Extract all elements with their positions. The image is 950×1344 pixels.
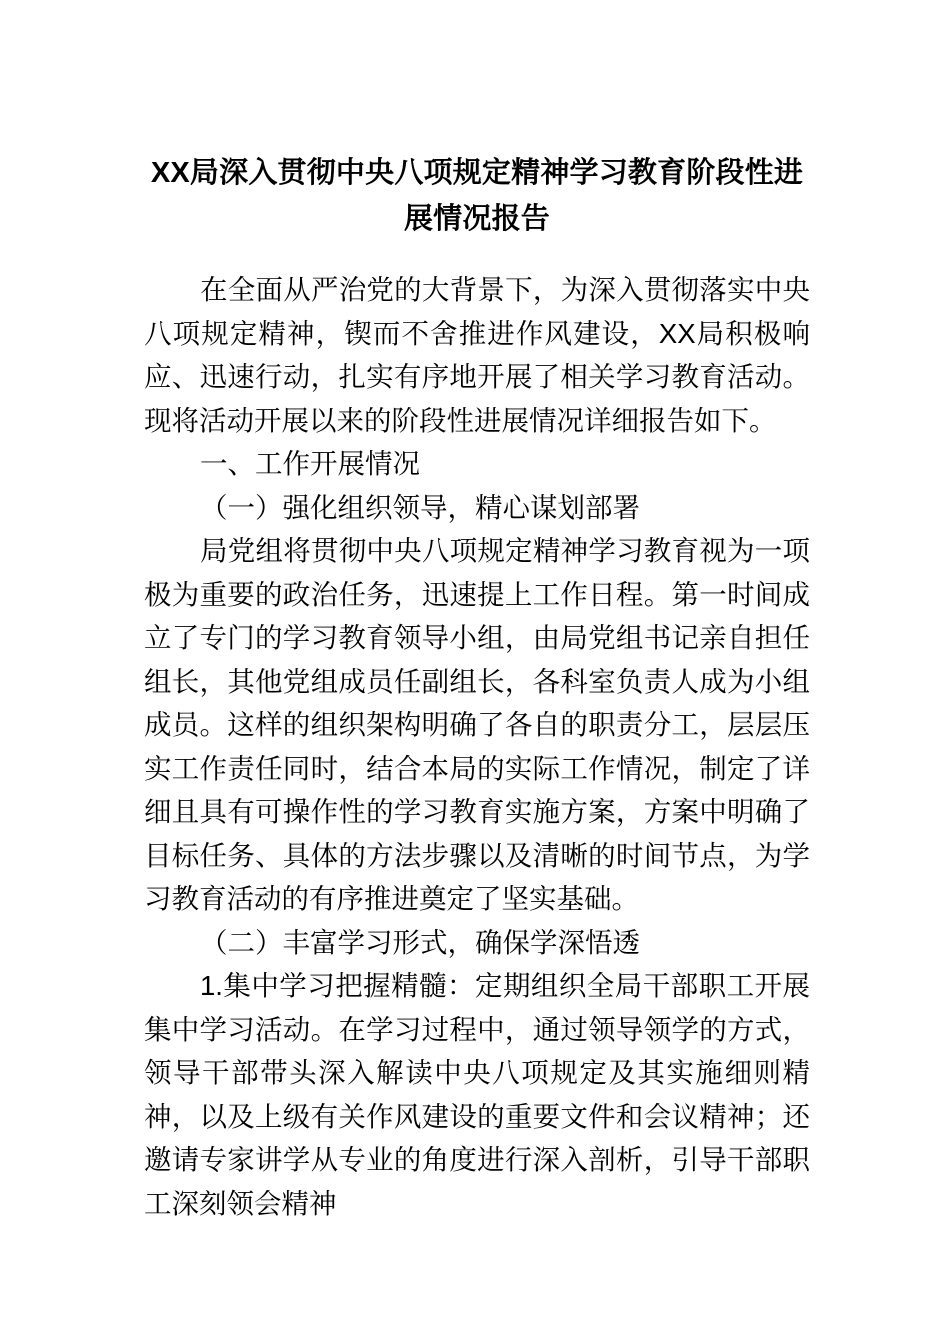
subsection-heading-1-2: （二）丰富学习形式，确保学深悟透 (200, 926, 640, 958)
page-title: XX局深入贯彻中央八项规定精神学习教育阶段性进展情况报告 (150, 157, 804, 235)
paragraph-numbered-1: 1.集中学习把握精髓：定期组织全局干部职工开展集中学习活动。在学习过程中，通过领导领学的方式，领导干部带头深入解读中央八项规定及其实施细则精神，以及上级有关作风建设的重要文件和会议精神；还邀请专家讲学从专业的角度进行深入剖析，引导干部职工深刻领会精神 (144, 970, 810, 1219)
subsection-heading-1-1: （一）强化组织领导，精心谋划部署 (200, 491, 640, 523)
section-heading-1: 一、工作开展情况 (200, 448, 420, 479)
paragraph-organization-leadership: 局党组将贯彻中央八项规定精神学习教育视为一项极为重要的政治任务，迅速提上工作日程。第一时间成立了专门的学习教育领导小组，由局党组书记亲自担任组长，其他党组成员任副组长，各科室负责人成为小组成员。这样的组织架构明确了各自的职责分工，层层压实工作责任同时，结合本局的实际工作情况，制定了详细且具有可操作性的学习教育实施方案，方案中明确了目标任务、具体的方法步骤以及清晰的时间节点，为学习教育活动的有序推进奠定了坚实基础。 (144, 535, 810, 914)
paragraph-intro: 在全面从严治党的大背景下，为深入贯彻落实中央八项规定精神，锲而不舍推进作风建设，XX局积极响应、迅速行动，扎实有序地开展了相关学习教育活动。现将活动开展以来的阶段性进展情况详细报告如下。 (144, 274, 810, 436)
